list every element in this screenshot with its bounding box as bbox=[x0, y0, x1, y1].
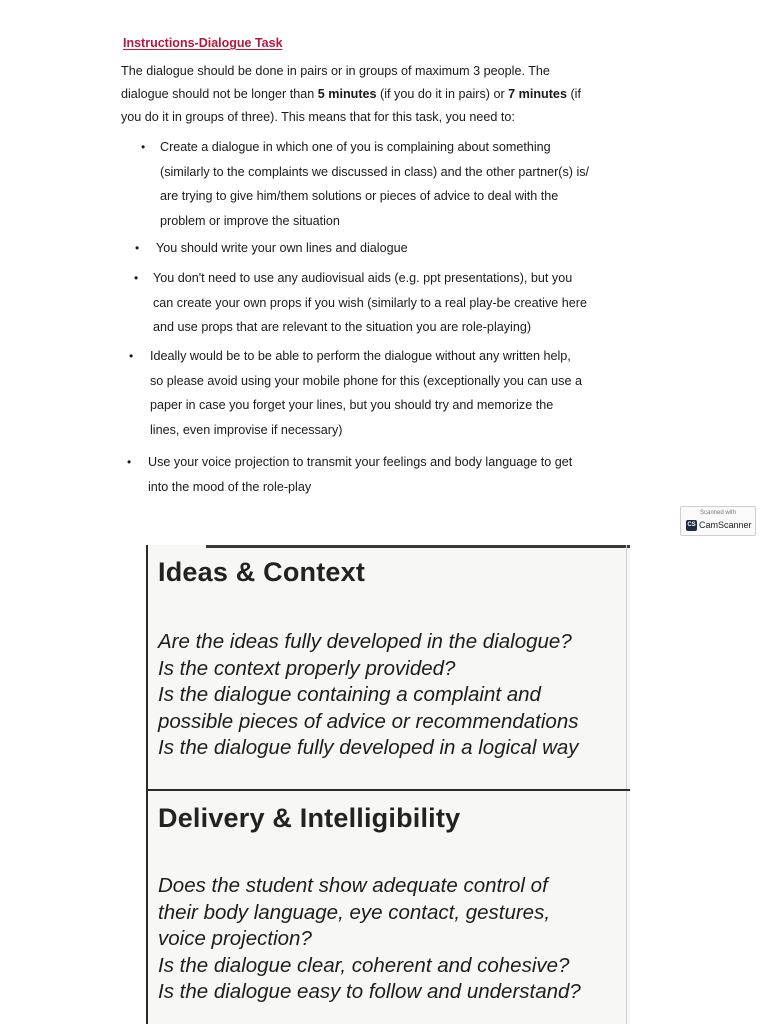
bullet-icon: • bbox=[127, 455, 132, 469]
watermark-brand: CamScanner bbox=[699, 520, 752, 530]
intro-line: you do it in groups of three). This means that for this task, you need to: bbox=[121, 110, 515, 124]
bullet-item: • Create a dialogue in which one of you is complaining about something (similarly to the complaints we discussed in class) and the other partner(s) is/ are trying to give him/them solutions or pieces of advice to deal with the problem or improve the situation bbox=[160, 135, 589, 233]
rubric-left-border bbox=[146, 545, 148, 1024]
bullet-icon: • bbox=[141, 140, 146, 154]
bullet-icon: • bbox=[135, 241, 140, 255]
intro-line: The dialogue should be done in pairs or in groups of maximum 3 people. The bbox=[121, 64, 550, 78]
bullet-item: • You don't need to use any audiovisual aids (e.g. ppt presentations), but you can create your own props if you wish (similarly to a real play-be creative here and use props that are relevant to the situation you are role-playing) bbox=[153, 266, 587, 340]
document-title: Instructions-Dialogue Task bbox=[123, 36, 283, 50]
rubric-section-divider bbox=[146, 789, 630, 791]
rubric-heading-delivery: Delivery & Intelligibility bbox=[158, 803, 461, 833]
rubric-questions-ideas: Are the ideas fully developed in the dialogue? Is the context properly provided? Is the dialogue containing a complaint and possible pieces of advice or recommendations Is the dialogue fully developed in a logical way bbox=[158, 630, 579, 759]
rubric-right-border bbox=[626, 545, 627, 1024]
bold-duration-pairs: 5 minutes bbox=[317, 87, 377, 101]
rubric-scan bbox=[146, 545, 630, 1024]
rubric-heading-ideas: Ideas & Context bbox=[158, 557, 366, 587]
camscanner-logo-icon: CS bbox=[686, 520, 697, 531]
bullet-icon: • bbox=[134, 271, 139, 285]
bullet-item: • Ideally would be to be able to perform the dialogue without any written help, so please avoid using your mobile phone for this (exceptionally you can use a paper in case you forget your lines, but you should try and memorize the lines, even improvise if necessary) bbox=[150, 344, 582, 442]
camscanner-watermark bbox=[680, 506, 756, 536]
watermark-caption: Scanned with bbox=[699, 510, 737, 516]
bullet-item: • You should write your own lines and dialogue bbox=[156, 236, 408, 261]
intro-line: dialogue should not be longer than 5 minutes (if you do it in pairs) or 7 minutes (if bbox=[121, 87, 581, 101]
intro-paragraph bbox=[121, 60, 641, 129]
rubric-questions-delivery: Does the student show adequate control of their body language, eye contact, gestures, voice projection? Is the dialogue clear, coherent and cohesive? Is the dialogue easy to follow and understand? bbox=[158, 874, 581, 1003]
bullet-item: • Use your voice projection to transmit your feelings and body language to get into the mood of the role-play bbox=[148, 450, 572, 499]
bullet-icon: • bbox=[129, 349, 134, 363]
rubric-top-border bbox=[206, 545, 630, 548]
bold-duration-groups: 7 minutes bbox=[508, 87, 567, 101]
